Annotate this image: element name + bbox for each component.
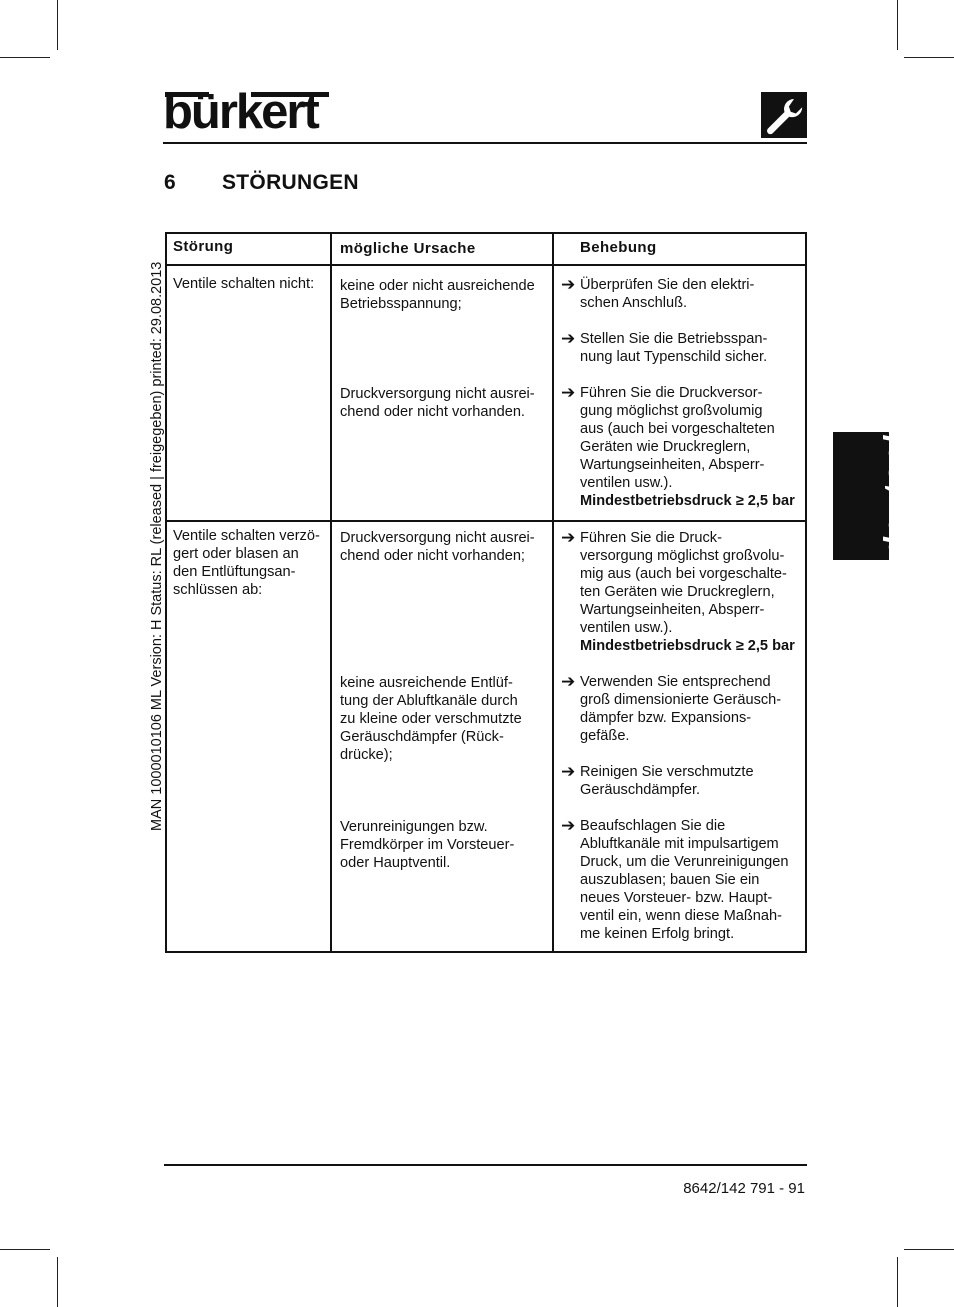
cause-cell: keine oder nicht ausreichende Betriebsspannung; [340,278,535,312]
crop-mark [0,1249,50,1250]
fault-cell: Ventile schalten nicht: [173,276,315,292]
row-divider [167,520,805,522]
remedy-item [561,275,805,312]
language-tab [833,423,912,560]
remedy-item [561,672,805,745]
brand-logo: bürkert [163,85,318,139]
crop-mark [897,1257,898,1307]
remedy-item [561,383,805,510]
remedy-item [561,528,805,655]
cause-cell: keine ausreichende Entlüf- tung der Abluftkanäle durch zu kleine oder verschmutzte Geräuschdämpfer (Rück- drücke); [340,675,522,763]
arrow-right-icon: ➔ [561,672,576,691]
remedy-text: Reinigen Sie verschmutzte Geräuschdämpfer. [580,764,754,798]
remedy-text: Überprüfen Sie den elektri- schen Anschluß. [580,277,755,311]
remedy-item [561,816,805,943]
cause-cell: Druckversorgung nicht ausrei- chend oder nicht vorhanden; [340,530,535,564]
fault-cell: Ventile schalten verzö- gert oder blasen an den Entlüftungsan- schlüssen ab: [173,528,320,598]
header-divider [167,264,805,266]
remedy-text: Führen Sie die Druck- versorgung möglichst großvolu- mig aus (auch bei vorgeschalte- ten Geräten wie Druckreglern, Wartungseinheiten, Absperr- ventilen usw.). [580,530,787,636]
remedy-item [561,329,805,366]
crop-mark [897,0,898,50]
section-title: STÖRUNGEN [222,171,359,194]
page-number: 8642/142 791 - 91 [683,1180,805,1197]
language-tab-label: deutsch [877,423,912,556]
crop-mark [57,1257,58,1307]
wrench-icon [761,92,807,138]
arrow-right-icon: ➔ [561,528,576,547]
minimum-pressure-note: Mindestbetriebsdruck ≥ 2,5 bar [580,493,795,509]
cause-cell: Druckversorgung nicht ausrei- chend oder nicht vorhanden. [340,386,535,420]
arrow-right-icon: ➔ [561,762,576,781]
crop-mark [904,57,954,58]
remedy-text: Beaufschlagen Sie die Abluftkanäle mit impulsartigem Druck, um die Verunreinigungen auszublasen; bauen Sie ein neues Vorsteuer- bzw. Haupt- ventil ein, wenn diese Maßnah- me keinen Erfolg bringt. [580,818,789,942]
remedy-text: Stellen Sie die Betriebsspan- nung laut Typenschild sicher. [580,331,768,365]
remedy-item [561,762,805,799]
minimum-pressure-note: Mindestbetriebsdruck ≥ 2,5 bar [580,638,795,654]
cause-cell: Verunreinigungen bzw. Fremdkörper im Vorsteuer- oder Hauptventil. [340,819,515,871]
arrow-right-icon: ➔ [561,275,576,294]
crop-mark [57,0,58,50]
section-number: 6 [164,171,176,194]
crop-mark [0,57,50,58]
column-header-cause: mögliche Ursache [340,240,476,257]
footer-rule [164,1164,807,1166]
arrow-right-icon: ➔ [561,329,576,348]
remedy-text: Verwenden Sie entsprechend groß dimensionierte Geräusch- dämpfer bzw. Expansions- gefäße. [580,674,782,744]
header-rule [163,142,807,144]
troubleshooting-table [165,232,807,953]
document-meta: MAN 1000010106 ML Version: H Status: RL (released | freigegeben) printed: 29.08.2013 [149,261,165,831]
column-header-remedy: Behebung [580,239,657,256]
remedy-text: Führen Sie die Druckversor- gung möglichst großvolumig aus (auch bei vorgeschalteten Geräten wie Druckreglern, Wartungseinheiten, Absperr- ventilen usw.). [580,385,775,491]
column-divider [552,234,554,951]
column-header-fault: Störung [173,238,234,255]
arrow-right-icon: ➔ [561,383,576,402]
arrow-right-icon: ➔ [561,816,576,835]
section-heading [164,171,359,195]
crop-mark [904,1249,954,1250]
